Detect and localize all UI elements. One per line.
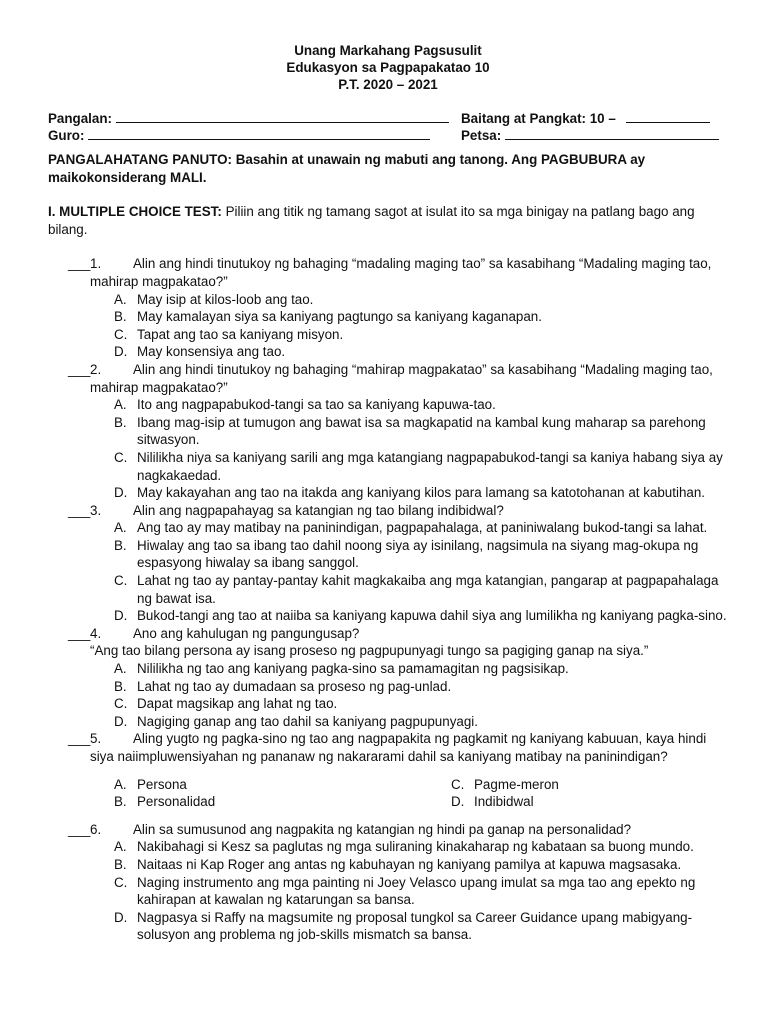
section-text: Piliin ang titik ng tamang sagot at isulat ito sa mga binigay na patlang bago ang bilang. <box>48 204 695 237</box>
option-text: May konsensiya ang tao. <box>137 344 286 360</box>
date-field[interactable] <box>505 126 719 140</box>
option-text: Dapat magsikap ang lahat ng tao. <box>137 696 338 712</box>
option-b <box>114 308 728 326</box>
question-6 <box>48 821 728 944</box>
name-field[interactable] <box>116 109 449 123</box>
school-year: P.T. 2020 – 2021 <box>338 77 438 92</box>
question-text: Alin ang hindi tinutukoy ng bahaging “madaling maging tao” sa kasabihang “Madaling maging tao, mahirap magpakatao?” <box>90 256 712 289</box>
option-c <box>451 776 651 794</box>
option-b <box>114 414 728 449</box>
option-b <box>114 793 451 811</box>
option-d <box>114 343 728 361</box>
subject-title: Edukasyon sa Pagpapakatao 10 <box>286 60 490 75</box>
question-number: 5. <box>90 731 102 747</box>
option-text: Pagme-meron <box>474 776 559 792</box>
option-letter: A. <box>114 776 127 792</box>
option-text: May kakayahan ang tao na itakda ang kaniyang kilos para lamang sa katotohanan at kabutihan. <box>137 485 706 501</box>
option-text: Ito ang nagpapabukod-tangi sa tao sa kaniyang kapuwa-tao. <box>137 397 496 413</box>
option-text: Naitaas ni Kap Roger ang antas ng kabuhayan ng kaniyang pamilya at kapuwa magsasaka. <box>137 856 682 872</box>
option-c <box>114 449 728 484</box>
answer-blank[interactable]: ___ <box>68 502 91 518</box>
option-a <box>114 838 728 856</box>
option-letter: A. <box>114 520 127 536</box>
question-5 <box>48 730 728 810</box>
question-number: 1. <box>90 256 102 272</box>
question-text: Alin ang hindi tinutukoy ng bahaging “mahirap magpakatao” sa kasabihang “Madaling maging tao, mahirap magpakatao?” <box>90 361 713 395</box>
option-grid <box>90 776 728 811</box>
option-d <box>114 607 728 625</box>
section-title: I. MULTIPLE CHOICE TEST: <box>48 204 222 220</box>
option-letter: B. <box>114 537 127 553</box>
option-letter: D. <box>114 909 128 925</box>
option-text: Tapat ang tao sa kaniyang misyon. <box>137 326 344 342</box>
option-text: Ang tao ay may matibay na paninindigan, pagpapahalaga, at paniniwalang bukod-tangi sa lahat. <box>137 520 708 536</box>
option-letter: A. <box>114 291 127 307</box>
option-letter: C. <box>114 326 128 342</box>
option-letter: B. <box>114 309 127 325</box>
section-instructions <box>48 203 728 238</box>
option-letter: C. <box>114 449 128 465</box>
option-b <box>114 856 728 874</box>
option-text: Lahat ng tao ay pantay-pantay kahit magkakaiba ang mga katangian, pangarap at pagpapahalaga ng bawat isa. <box>137 573 719 606</box>
option-a <box>114 660 728 678</box>
option-text: Indibidwal <box>474 794 534 810</box>
answer-blank[interactable]: ___ <box>68 821 91 837</box>
document-header <box>48 42 728 93</box>
option-c <box>114 695 728 713</box>
option-text: Nagpasya si Raffy na magsumite ng proposal tungkol sa Career Guidance upang mabigyang-solusyon ang problema ng job-skills mismatch sa bansa. <box>137 909 693 943</box>
question-number: 4. <box>90 625 102 641</box>
option-letter: C. <box>114 696 128 712</box>
option-text: Nililikha ng tao ang kaniyang pagka-sino sa pamamagitan ng pagsisikap. <box>137 661 569 677</box>
option-c <box>114 874 728 909</box>
option-d <box>114 909 728 944</box>
general-instructions: PANGALAHATANG PANUTO: Basahin at unawain ng mabuti ang tanong. Ang PAGBUBURA ay maikokonsiderang MALI. <box>48 152 646 185</box>
option-text: Hiwalay ang tao sa ibang tao dahil noong siya ay isinilang, nagsimula na siyang mag-okupa ng espasyong hiwalay sa ibang sanggol. <box>137 537 699 571</box>
answer-blank[interactable]: ___ <box>68 731 91 747</box>
question-text: Alin ang nagpapahayag sa katangian ng tao bilang indibidwal? <box>133 502 504 518</box>
option-c <box>114 572 728 607</box>
option-text: May kamalayan siya sa kaniyang pagtungo sa kaniyang kaganapan. <box>137 309 542 325</box>
option-letter: D. <box>114 713 128 729</box>
question-text: Alin sa sumusunod ang nagpakita ng katangian ng hindi pa ganap na personalidad? <box>133 821 632 837</box>
option-text: Bukod-tangi ang tao at naiiba sa kaniyang kapuwa dahil siya ang lumilikha ng kaniyang pagka-sino. <box>137 608 727 624</box>
option-a <box>114 396 728 414</box>
option-a <box>114 519 728 537</box>
option-letter: D. <box>451 794 465 810</box>
option-text: Nililikha niya sa kaniyang sarili ang mga katangiang nagpapabukod-tangi sa kaniya habang siya ay nagkakaedad. <box>137 449 723 483</box>
option-text: Naging instrumento ang mga painting ni Joey Velasco upang imulat sa mga tao ang epekto ng kahirapan at kawalan ng katarungan sa bansa. <box>137 874 696 908</box>
option-b <box>114 678 728 696</box>
option-a <box>114 291 728 309</box>
question-number: 3. <box>90 502 102 518</box>
question-3 <box>48 502 728 625</box>
teacher-field[interactable] <box>88 126 430 140</box>
option-text: May isip at kilos-loob ang tao. <box>137 291 314 307</box>
option-d <box>114 713 728 731</box>
option-text: Ibang mag-isip at tumugon ang bawat isa sa magkapatid na kambal kung maharap sa parehong sitwasyon. <box>137 414 706 448</box>
answer-blank[interactable]: ___ <box>68 361 91 377</box>
option-letter: C. <box>451 776 465 792</box>
option-text: Nakibahagi si Kesz sa paglutas ng mga suliraning kinakaharap ng kabataan sa buong mundo. <box>137 839 694 855</box>
date-label: Petsa: <box>461 128 502 143</box>
option-b <box>114 537 728 572</box>
answer-blank[interactable]: ___ <box>68 256 91 272</box>
name-label: Pangalan: <box>48 111 112 126</box>
question-text: Aling yugto ng pagka-sino ng tao ang nagpapakita ng pagkamit ng kaniyang kabuuan, kaya hindi siya naiimpluwensiyahan ng pananaw ng nakararami dahil sa kaniyang matibay na paninindigan? <box>90 731 707 764</box>
question-text: Ano ang kahulugan ng pangungusap? <box>133 625 360 641</box>
option-text: Nagiging ganap ang tao dahil sa kaniyang pagpupunyagi. <box>137 713 478 729</box>
option-letter: D. <box>114 344 128 360</box>
option-d <box>451 793 651 811</box>
option-letter: B. <box>114 414 127 430</box>
option-d <box>114 484 728 502</box>
option-letter: A. <box>114 839 127 855</box>
exam-title: Unang Markahang Pagsusulit <box>294 43 482 58</box>
question-4 <box>48 625 728 731</box>
question-1 <box>48 255 728 361</box>
question-2 <box>48 361 728 502</box>
option-letter: C. <box>114 573 128 589</box>
option-letter: B. <box>114 678 127 694</box>
teacher-label: Guro: <box>48 128 85 143</box>
question-quote: “Ang tao bilang persona ay isang proseso ng pagpupunyagi tungo sa pagiging ganap na siya.” <box>90 643 649 659</box>
section-field[interactable] <box>626 109 710 123</box>
option-letter: D. <box>114 485 128 501</box>
option-letter: C. <box>114 874 128 890</box>
option-text: Lahat ng tao ay dumadaan sa proseso ng pag-unlad. <box>137 678 452 694</box>
option-letter: A. <box>114 397 127 413</box>
option-letter: D. <box>114 608 128 624</box>
question-number: 6. <box>90 821 102 837</box>
option-letter: B. <box>114 856 127 872</box>
answer-blank[interactable]: ___ <box>68 625 91 641</box>
option-letter: A. <box>114 661 127 677</box>
option-text: Persona <box>137 776 187 792</box>
question-number: 2. <box>90 361 102 377</box>
option-letter: B. <box>114 794 127 810</box>
option-a <box>114 776 451 794</box>
student-info <box>48 109 728 143</box>
option-text: Personalidad <box>137 794 216 810</box>
grade-label: Baitang at Pangkat: 10 – <box>461 111 616 126</box>
option-c <box>114 326 728 344</box>
